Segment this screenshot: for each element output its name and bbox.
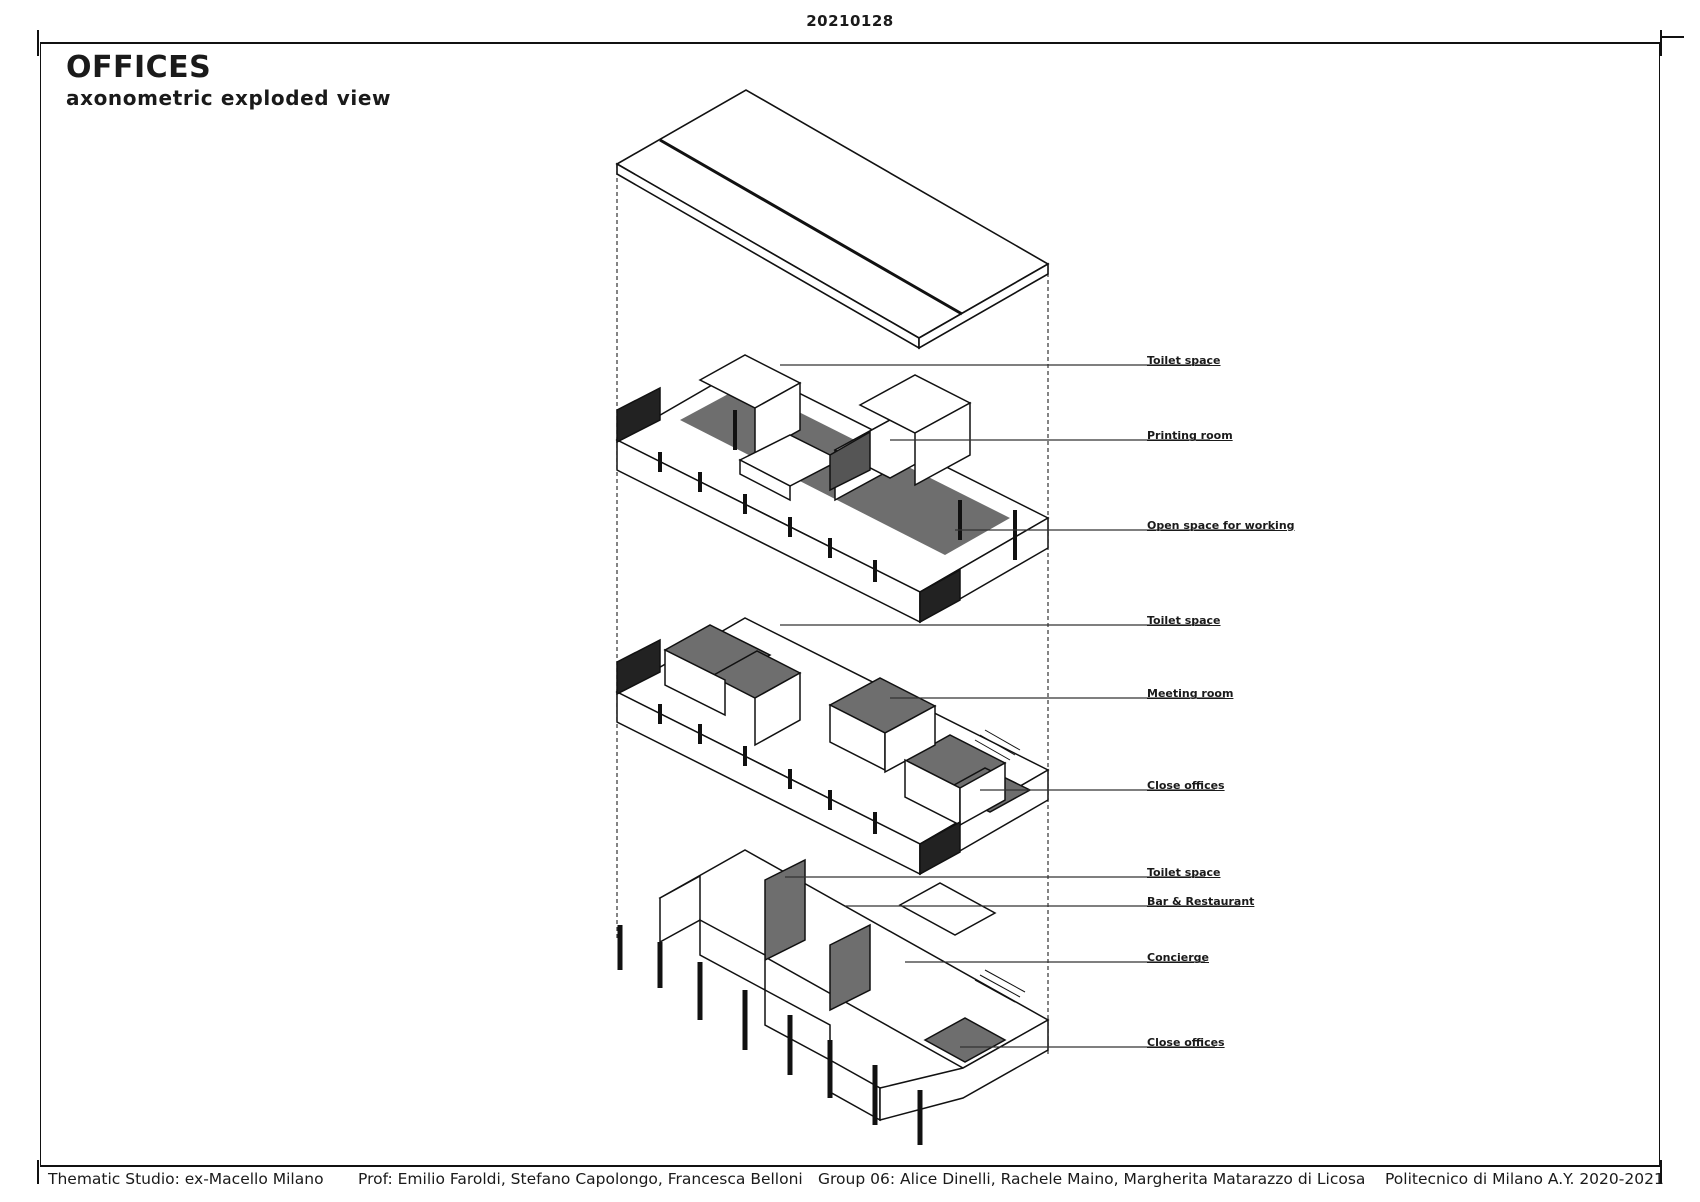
footer-studio: Thematic Studio: ex-Macello Milano — [48, 1170, 324, 1188]
level-2-floor — [617, 355, 1048, 622]
label-level1-toilet: Toilet space — [1147, 614, 1221, 627]
footer-university: Politecnico di Milano A.Y. 2020-2021 — [1385, 1170, 1664, 1188]
label-bar-restaurant: Bar & Restaurant — [1147, 895, 1255, 908]
ground-floor — [620, 850, 1048, 1145]
page-subtitle: axonometric exploded view — [66, 86, 392, 110]
footer-professors: Prof: Emilio Faroldi, Stefano Capolongo, Francesca Belloni — [358, 1170, 803, 1188]
label-ground-toilet: Toilet space — [1147, 866, 1221, 879]
page-title: OFFICES — [66, 50, 212, 85]
label-ground-close-offices: Close offices — [1147, 1036, 1225, 1049]
label-printing-room: Printing room — [1147, 429, 1233, 442]
roof-slab — [617, 90, 1048, 348]
label-meeting-room: Meeting room — [1147, 687, 1234, 700]
label-open-space: Open space for working — [1147, 519, 1295, 532]
label-level2-toilet: Toilet space — [1147, 354, 1221, 367]
level-1-floor — [617, 618, 1048, 874]
sheet-date: 20210128 — [806, 12, 894, 30]
footer-group: Group 06: Alice Dinelli, Rachele Maino, Margherita Matarazzo di Licosa — [818, 1170, 1366, 1188]
label-level1-close-offices: Close offices — [1147, 779, 1225, 792]
label-concierge: Concierge — [1147, 951, 1209, 964]
